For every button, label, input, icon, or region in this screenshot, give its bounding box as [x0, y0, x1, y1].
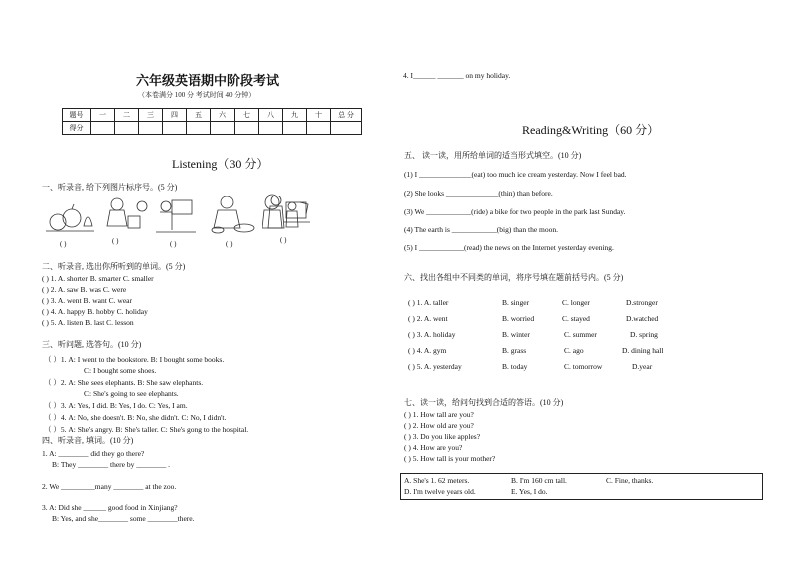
q5-heading: 五、 读一读，用所给单词的适当形式填空。(10 分)	[404, 151, 582, 160]
q2-item: ( ) 5. A. listen B. last C. lesson	[42, 318, 134, 327]
score-cell[interactable]	[91, 122, 115, 135]
score-header-cell: 七	[235, 109, 259, 122]
q2-item: ( ) 3. A. went B. want C. wear	[42, 296, 132, 305]
q6-option: B. grass	[502, 346, 527, 355]
q4-item: B: They ________ there by ________ .	[52, 460, 170, 469]
q6-option: C. tomorrow	[564, 362, 603, 371]
score-cell[interactable]	[211, 122, 235, 135]
q3-item: C: I bought some shoes.	[84, 366, 157, 375]
q7-question: ( ) 2. How old are you?	[404, 421, 474, 430]
answer-option: C. Fine, thanks.	[606, 476, 654, 485]
q3-item: C: She's going to see elephants.	[84, 389, 179, 398]
q7-question: ( ) 1. How tall are you?	[404, 410, 474, 419]
reading-writing-title: Reading&Writing（60 分）	[522, 123, 660, 137]
answer-option: E. Yes, I do.	[511, 487, 548, 496]
score-row-label: 得分	[63, 122, 91, 135]
score-cell[interactable]	[283, 122, 307, 135]
q3-item: （ ）1. A: I went to the bookstore. B: I bought some books.	[44, 355, 225, 364]
q6-option: C. longer	[562, 298, 590, 307]
q6-heading: 六、找出各组中不同类的单词，将序号填在题前括号内。(5 分)	[404, 273, 624, 282]
q2-item: ( ) 4. A. happy B. hobby C. holiday	[42, 307, 148, 316]
picture-bracket[interactable]: ( )	[112, 237, 119, 245]
q6-option: ( ) 4. A. gym	[408, 346, 447, 355]
q4-item: B: Yes, and she________ some ________there.	[52, 514, 195, 523]
score-cell[interactable]	[115, 122, 139, 135]
q6-option: D. dining hall	[622, 346, 664, 355]
computer-girl-picture	[262, 192, 312, 234]
q2-item: ( ) 2. A. saw B. was C. were	[42, 285, 127, 294]
q2-item: ( ) 1. A. shorter B. smarter C. smaller	[42, 274, 154, 283]
q3-heading: 三、听问题, 选答句。(10 分)	[42, 340, 142, 349]
q6-option: D. spring	[630, 330, 658, 339]
q1-heading: 一、听录音, 给下列图片标序号。(5 分)	[42, 183, 178, 192]
score-table	[62, 108, 362, 135]
score-cell[interactable]	[163, 122, 187, 135]
q4-item: 3. A: Did she ______ good food in Xinjiang?	[42, 503, 178, 512]
q6-option: C. ago	[564, 346, 584, 355]
listening-title: Listening（30 分）	[172, 157, 269, 171]
q6-option: ( ) 3. A. holiday	[408, 330, 456, 339]
cooking-picture	[212, 196, 254, 233]
q7-question: ( ) 3. Do you like apples?	[404, 432, 481, 441]
q6-option: C. stayed	[562, 314, 590, 323]
score-header-cell: 六	[211, 109, 235, 122]
picture-bracket[interactable]: ( )	[226, 240, 233, 248]
q5-item: (1) I ______________(eat) too much ice cream yesterday. Now I feel bad.	[404, 170, 627, 179]
q5-item: (5) I ____________(read) the news on the Internet yesterday evening.	[404, 243, 614, 252]
q3-item: （ ）2. A: She sees elephants. B: She saw elephants.	[44, 378, 204, 387]
score-header-cell: 九	[283, 109, 307, 122]
score-cell[interactable]	[331, 122, 362, 135]
score-cell[interactable]	[259, 122, 283, 135]
score-header-cell: 题号	[63, 109, 91, 122]
q4-item-4: 4. I______ _______ on my holiday.	[403, 71, 511, 80]
score-cell[interactable]	[235, 122, 259, 135]
score-header-cell: 四	[163, 109, 187, 122]
score-header-cell: 总 分	[331, 109, 362, 122]
q6-option: D.stronger	[626, 298, 658, 307]
score-header-cell: 三	[139, 109, 163, 122]
score-header-cell: 一	[91, 109, 115, 122]
score-header-cell: 八	[259, 109, 283, 122]
score-header-cell: 二	[115, 109, 139, 122]
q3-item: （ ）5. A: She's angry. B: She's taller. C: She's gong to the hospital.	[44, 425, 249, 434]
q4-heading: 四、听录音, 填词。(10 分)	[42, 436, 134, 445]
picture-bracket[interactable]: ( )	[280, 236, 287, 244]
q4-item: 1. A: ________ did they go there?	[42, 449, 145, 458]
q3-item: （ ）3. A: Yes, I did. B: Yes, I do. C: Yes, I am.	[44, 401, 188, 410]
picture-bracket[interactable]: ( )	[170, 240, 177, 248]
q6-option: B. winter	[502, 330, 530, 339]
reading-picture	[156, 200, 196, 232]
score-header-cell: 五	[187, 109, 211, 122]
score-cell[interactable]	[139, 122, 163, 135]
q6-option: ( ) 1. A. taller	[408, 298, 449, 307]
q6-option: B. today	[502, 362, 528, 371]
answer-option: A. She's 1. 62 meters.	[404, 476, 470, 485]
q5-item: (2) She looks ______________(thin) than before.	[404, 189, 553, 198]
q3-item: （ ）4. A: No, she doesn't. B: No, she didn't. C: No, I didn't.	[44, 413, 227, 422]
answer-option: D. I'm twelve years old.	[404, 487, 476, 496]
score-header-cell: 十	[307, 109, 331, 122]
q6-option: D.year	[632, 362, 653, 371]
q6-option: B. singer	[502, 298, 530, 307]
q7-question: ( ) 4. How are you?	[404, 443, 463, 452]
q5-item: (3) We ____________(ride) a bike for two people in the park last Sunday.	[404, 207, 626, 216]
fruit-picture	[46, 204, 94, 231]
q7-question: ( ) 5. How tall is your mother?	[404, 454, 496, 463]
score-cell[interactable]	[307, 122, 331, 135]
q6-option: ( ) 5. A. yesterday	[408, 362, 462, 371]
q6-option: B. worried	[502, 314, 535, 323]
q6-option: C. summer	[564, 330, 597, 339]
picture-bracket[interactable]: ( )	[60, 240, 67, 248]
girl-picture	[107, 198, 147, 228]
exam-title: 六年级英语期中阶段考试	[136, 74, 280, 89]
q6-option: D.watched	[626, 314, 659, 323]
q5-item: (4) The earth is ____________(big) than the moon.	[404, 225, 558, 234]
q4-item: 2. We _________many ________ at the zoo.	[42, 482, 177, 491]
q7-heading: 七、读一读，给问句找到合适的答语。(10 分)	[404, 398, 564, 407]
q6-option: ( ) 2. A. went	[408, 314, 448, 323]
score-cell[interactable]	[187, 122, 211, 135]
q2-heading: 二、听录音, 选出你所听到的单词。(5 分)	[42, 262, 186, 271]
answer-option: B. I'm 160 cm tall.	[511, 476, 567, 485]
exam-subtitle: （本卷满分 100 分 考试时间 40 分钟）	[138, 91, 256, 99]
